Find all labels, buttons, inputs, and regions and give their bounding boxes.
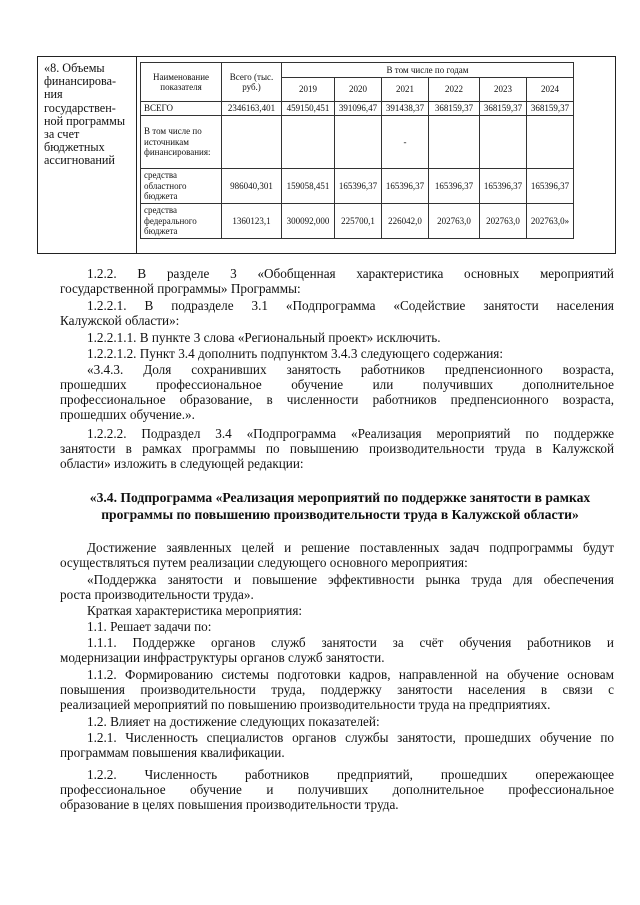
cell-value: 225700,1	[335, 204, 382, 239]
cell-value	[429, 116, 480, 169]
paragraph-line: повышения производительности труда, поддержку занятости населения в связи с	[60, 682, 614, 697]
row-total: 2346163,401	[222, 102, 282, 116]
table-row	[141, 169, 574, 204]
paragraph-line: модернизации инфраструктуры органов служб занятости.	[60, 650, 385, 665]
paragraph-line: государственной программы» Программы:	[60, 281, 301, 296]
cell-value: 159058,451	[282, 169, 335, 204]
cell-value	[527, 116, 574, 169]
year-header: 2020	[335, 78, 382, 102]
row-label: В том числе по источникам финансирования:	[141, 116, 222, 169]
cell-value: 368159,37	[527, 102, 574, 116]
cell-value: 391438,37	[382, 102, 429, 116]
cell-value: 165396,37	[335, 169, 382, 204]
cell-value	[282, 116, 335, 169]
cell-value: 165396,37	[527, 169, 574, 204]
paragraph-line: роста производительности труда».	[60, 587, 254, 602]
year-header: 2024	[527, 78, 574, 102]
financing-label: «8. Объемы финансирова- ния государствен- ной программы за счет бюджетных ассигнований	[44, 61, 126, 168]
section-heading: программы по повышению производительности труда в Калужской области»	[101, 507, 579, 522]
paragraph-line: прошедших профессиональное обучение или получивших дополнительное	[60, 377, 614, 392]
year-header: 2019	[282, 78, 335, 102]
header-total: Всего (тыс. руб.)	[222, 63, 282, 102]
financing-label-cell	[38, 57, 137, 253]
cell-value: 202763,0»	[527, 204, 574, 239]
row-label: ВСЕГО	[141, 102, 222, 116]
cell-value: 202763,0	[480, 204, 527, 239]
paragraph-line: 1.2.2. В разделе 3 «Обобщенная характеристика основных мероприятий	[87, 266, 614, 281]
paragraph-line: 1.2.2.1.1. В пункте 3 слова «Региональный проект» исключить.	[87, 330, 441, 345]
paragraph-line: 1.1.1. Поддержке органов служб занятости за счёт обучения работников и	[87, 635, 614, 650]
year-header: 2023	[480, 78, 527, 102]
cell-value: 368159,37	[429, 102, 480, 116]
paragraph-line: Краткая характеристика мероприятия:	[87, 603, 303, 618]
paragraph-line: профессиональное образование, в численности работников предпенсионного возраста,	[60, 392, 614, 407]
cell-value: 202763,0	[429, 204, 480, 239]
table-row	[141, 116, 574, 169]
cell-value: 459150,451	[282, 102, 335, 116]
cell-value: 300092,000	[282, 204, 335, 239]
paragraph-line: 1.2.2.1. В подразделе 3.1 «Подпрограмма «Содействие занятости населения	[87, 298, 614, 313]
financing-table	[140, 62, 574, 239]
cell-value: 165396,37	[429, 169, 480, 204]
row-total	[222, 116, 282, 169]
cell-value: 165396,37	[382, 169, 429, 204]
paragraph-line: «3.4.3. Доля сохранивших занятость работников предпенсионного возраста,	[87, 362, 614, 377]
paragraph-line: 1.1. Решает задачи по:	[87, 619, 212, 634]
header-years-group: В том числе по годам	[282, 63, 574, 78]
row-total: 986040,301	[222, 169, 282, 204]
header-name: Наименование показателя	[141, 63, 222, 102]
paragraph-line: профессиональное обучение и получивших дополнительное профессиональное	[60, 782, 614, 797]
cell-value: 165396,37	[480, 169, 527, 204]
section-heading: «3.4. Подпрограмма «Реализация мероприятий по поддержке занятости в рамках	[89, 490, 591, 505]
paragraph-line: осуществляться путем реализации следующего основного мероприятия:	[60, 555, 468, 570]
paragraph-line: занятости в рамках программы по повышению производительности труда в Калужской	[60, 441, 614, 456]
table-row	[141, 102, 574, 116]
year-header: 2022	[429, 78, 480, 102]
paragraph-line: «Поддержка занятости и повышение эффективности рынка труда для обеспечения	[87, 572, 614, 587]
paragraph-line: Калужской области»:	[60, 313, 180, 328]
cell-value	[480, 116, 527, 169]
paragraph-line: области» изложить в следующей редакции:	[60, 456, 304, 471]
row-label: средства федерального бюджета	[141, 204, 222, 239]
cell-value: 226042,0	[382, 204, 429, 239]
paragraph-line: 1.2.2.1.2. Пункт 3.4 дополнить подпунктом 3.4.3 следующего содержания:	[87, 346, 503, 361]
cell-value: -	[382, 116, 429, 169]
year-header: 2021	[382, 78, 429, 102]
paragraph-line: 1.1.2. Формированию системы подготовки кадров, направленной на обучение основам	[87, 667, 614, 682]
table-row	[141, 204, 574, 239]
paragraph-line: Достижение заявленных целей и решение поставленных задач подпрограммы будут	[87, 540, 614, 555]
paragraph-line: 1.2.2.2. Подраздел 3.4 «Подпрограмма «Реализация мероприятий по поддержке	[87, 426, 614, 441]
paragraph-line: образование в целях повышения производительности труда.	[60, 797, 399, 812]
paragraph-line: программам повышения квалификации.	[60, 745, 285, 760]
row-total: 1360123,1	[222, 204, 282, 239]
paragraph-line: 1.2. Влияет на достижение следующих показателей:	[87, 714, 380, 729]
row-label: средства областного бюджета	[141, 169, 222, 204]
paragraph-line: 1.2.1. Численность специалистов органов службы занятости, прошедших обучение по	[87, 730, 614, 745]
paragraph-line: прошедших обучение.».	[60, 407, 195, 422]
cell-value	[335, 116, 382, 169]
cell-value: 368159,37	[480, 102, 527, 116]
paragraph-line: реализацией мероприятий по повышению производительности труда на предприятиях.	[60, 697, 551, 712]
cell-value: 391096,47	[335, 102, 382, 116]
paragraph-line: 1.2.2. Численность работников предприятий, прошедших опережающее	[87, 767, 614, 782]
